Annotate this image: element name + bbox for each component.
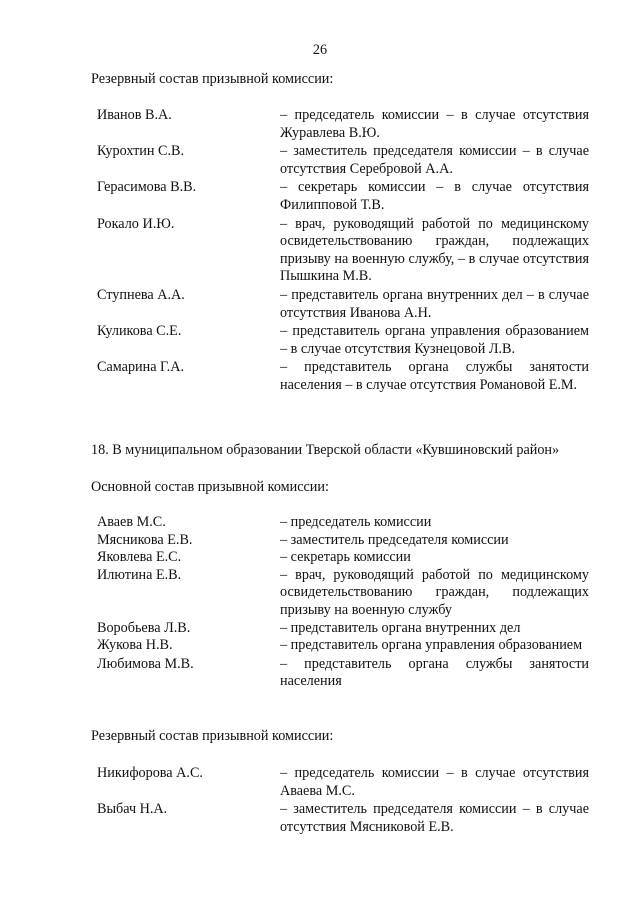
reserve-composition-heading: Резервный состав призывной комиссии: bbox=[91, 71, 334, 87]
main-roster bbox=[97, 514, 589, 691]
member-role: – врач, руководящий работой по медицинскому освидетельствованию граждан, подлежащих призыву на военную службу bbox=[280, 566, 589, 618]
member-row bbox=[97, 143, 589, 178]
member-role: – председатель комиссии – в случае отсутствия Аваева М.С. bbox=[280, 765, 589, 799]
member-name: Иванов В.А. bbox=[97, 107, 172, 123]
member-name: Выбач Н.А. bbox=[97, 801, 168, 818]
member-role: – представитель органа внутренних дел – в случае отсутствия Иванова А.Н. bbox=[280, 286, 589, 321]
member-role: – представитель органа внутренних дел bbox=[280, 619, 521, 636]
member-row bbox=[97, 216, 589, 286]
member-role: – врач, руководящий работой по медицинскому освидетельствованию граждан, подлежащих призыву на военную службу, – в случае отсутствия Пышкина М.В. bbox=[280, 215, 589, 285]
member-role: – представитель органа службы занятости населения – в случае отсутствия Романовой Е.М. bbox=[280, 359, 589, 393]
member-row bbox=[97, 637, 589, 655]
member-row bbox=[97, 514, 589, 532]
member-row bbox=[97, 801, 589, 836]
member-name: Самарина Г.А. bbox=[97, 359, 185, 376]
reserve-composition-heading-2: Резервный состав призывной комиссии: bbox=[91, 728, 334, 744]
member-name: Жукова Н.В. bbox=[97, 637, 173, 654]
member-name: Мясникова Е.В. bbox=[97, 531, 193, 548]
member-row bbox=[97, 323, 589, 358]
member-role: – секретарь комиссии – в случае отсутствия Филипповой Т.В. bbox=[280, 179, 589, 213]
page-number: 26 bbox=[312, 42, 328, 58]
member-role: – заместитель председателя комиссии bbox=[280, 531, 509, 548]
member-role: – председатель комиссии – в случае отсутствия Журавлева В.Ю. bbox=[280, 107, 589, 141]
member-row bbox=[97, 179, 589, 214]
reserve-roster-2 bbox=[97, 765, 589, 836]
member-row bbox=[97, 567, 589, 620]
member-name: Аваев М.С. bbox=[97, 514, 166, 530]
main-composition-heading: Основной состав призывной комиссии: bbox=[91, 479, 329, 495]
municipality-heading: 18. В муниципальном образовании Тверской области «Кувшиновский район» bbox=[91, 442, 560, 458]
member-row bbox=[97, 107, 589, 142]
member-role: – заместитель председателя комиссии – в случае отсутствия Серебровой А.А. bbox=[280, 143, 589, 177]
member-name: Куликова С.Е. bbox=[97, 323, 182, 340]
member-name: Любимова М.В. bbox=[97, 655, 194, 672]
member-role: – представитель органа службы занятости населения bbox=[280, 655, 589, 690]
member-row bbox=[97, 532, 589, 550]
reserve-roster-1 bbox=[97, 107, 589, 395]
member-role: – заместитель председателя комиссии – в случае отсутствия Мясниковой Е.В. bbox=[280, 801, 589, 835]
member-name: Никифорова А.С. bbox=[97, 765, 203, 781]
member-name: Ступнева А.А. bbox=[97, 286, 185, 303]
member-role: – секретарь комиссии bbox=[280, 549, 411, 566]
member-row bbox=[97, 287, 589, 322]
member-row bbox=[97, 620, 589, 638]
member-name: Герасимова В.В. bbox=[97, 179, 197, 196]
member-row bbox=[97, 359, 589, 394]
member-row bbox=[97, 656, 589, 691]
member-role: – представитель органа управления образованием bbox=[280, 637, 583, 654]
member-name: Курохтин С.В. bbox=[97, 143, 185, 160]
member-name: Рокало И.Ю. bbox=[97, 215, 175, 232]
member-name: Илютина Е.В. bbox=[97, 566, 182, 583]
member-name: Воробьева Л.В. bbox=[97, 619, 191, 636]
member-row bbox=[97, 765, 589, 800]
member-role: – представитель органа управления образованием – в случае отсутствия Кузнецовой Л.В. bbox=[280, 323, 589, 357]
member-row bbox=[97, 549, 589, 567]
member-role: – председатель комиссии bbox=[280, 514, 432, 530]
member-name: Яковлева Е.С. bbox=[97, 549, 182, 566]
